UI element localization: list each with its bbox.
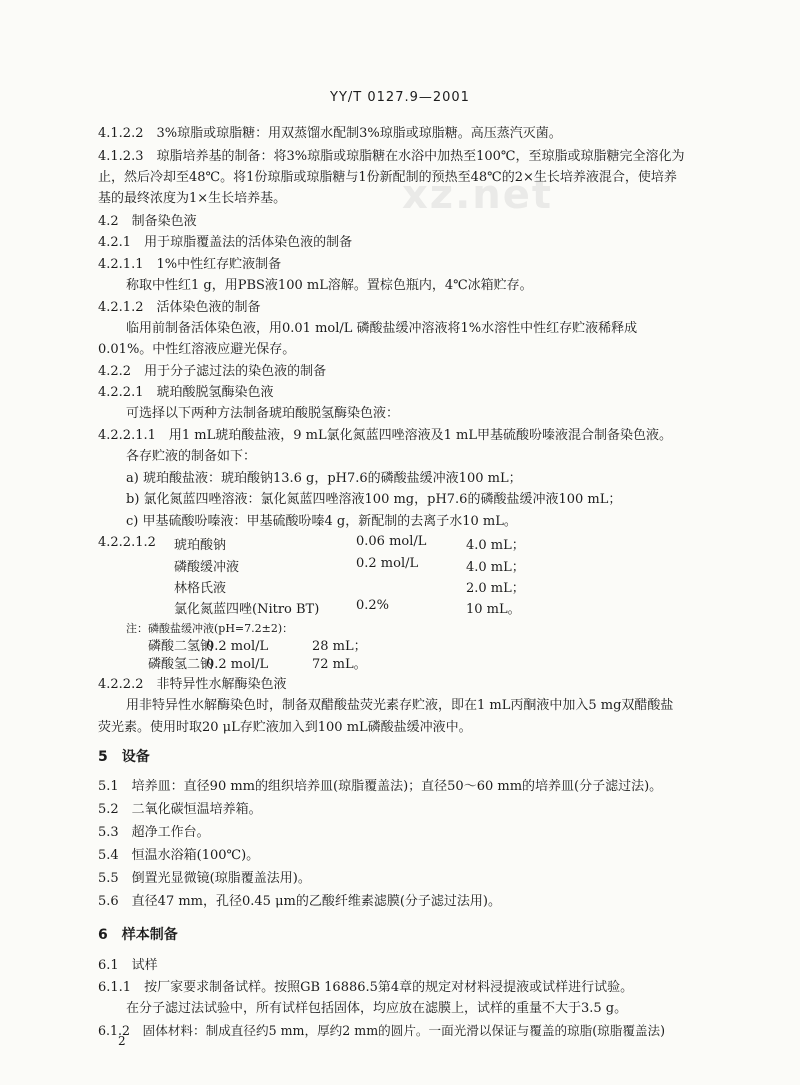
clause-4-1-2-3-cont1: 止，然后冷却至48℃。将1份琼脂或琼脂糖与1份新配制的预热至48℃的2×生长培养液混合，使培养 bbox=[98, 170, 677, 185]
clause-4-2-2-1-text: 可选择以下两种方法制备琥珀酸脱氢酶染色液： bbox=[126, 406, 400, 421]
clause-6-1-1: 6.1.1 按厂家要求制备试样。按照GB 16886.5第4章的规定对材料浸提液或试样进行试验。 bbox=[98, 980, 634, 995]
clause-4-2-2-1-1-intro: 各存贮液的制备如下： bbox=[126, 449, 257, 464]
note-row-conc: 0.2 mol/L bbox=[206, 639, 269, 654]
list-item-c: c) 甲基硫酸吩嗪液：甲基硫酸吩嗪4 g，新配制的去离子水10 mL。 bbox=[126, 514, 517, 529]
table-row-name: 磷酸缓冲液 bbox=[174, 560, 240, 575]
clause-6-1-2: 6.1.2 固体材料：制成直径约5 mm，厚约2 mm的圆片。一面光滑以保证与覆盖的琼脂(琼脂覆盖法) bbox=[98, 1023, 666, 1038]
note-title: 注：磷酸盐缓冲液(pH=7.2±2)： bbox=[126, 622, 294, 635]
clause-4-2-2-1-1: 4.2.2.1.1 用1 mL琥珀酸盐液，9 mL氯化氮蓝四唑溶液及1 mL甲基硫酸吩嗪液混合制备染色液。 bbox=[98, 428, 672, 443]
clause-4-2-1-2-cont: 0.01%。中性红溶液应避光保存。 bbox=[98, 342, 296, 357]
list-item-b: b) 氯化氮蓝四唑溶液：氯化氮蓝四唑溶液100 mg，pH7.6的磷酸盐缓冲液100 mL； bbox=[126, 492, 622, 507]
clause-5-6: 5.6 直径47 mm，孔径0.45 μm的乙酸纤维素滤膜(分子滤过法用)。 bbox=[98, 894, 502, 909]
note-row-vol: 72 mL。 bbox=[312, 657, 367, 672]
clause-6-1-1-cont: 在分子滤过法试验中，所有试样包括固体，均应放在滤膜上，试样的重量不大于3.5 g。 bbox=[126, 1001, 628, 1016]
clause-4-2-2-2-heading: 4.2.2.2 非特异性水解酶染色液 bbox=[98, 677, 287, 692]
table-row-conc: 0.2 mol/L bbox=[356, 556, 419, 571]
page-header: YY/T 0127.9—2001 bbox=[330, 90, 470, 105]
clause-4-2-1-2-text: 临用前制备活体染色液，用0.01 mol/L 磷酸盐缓冲溶液将1%水溶性中性红存贮液稀释成 bbox=[126, 321, 638, 336]
clause-4-2-2-1-heading: 4.2.2.1 琥珀酸脱氢酶染色液 bbox=[98, 385, 274, 400]
clause-4-2-1-1-heading: 4.2.1.1 1%中性红存贮液制备 bbox=[98, 257, 282, 272]
clause-4-1-2-3-cont2: 基的最终浓度为1×生长培养基。 bbox=[98, 191, 287, 206]
table-row-vol: 2.0 mL； bbox=[466, 581, 525, 596]
clause-4-1-2-3: 4.1.2.3 琼脂培养基的制备：将3%琼脂或琼脂糖在水浴中加热至100℃，至琼脂或琼脂糖完全溶化为 bbox=[98, 149, 685, 164]
clause-4-2-heading: 4.2 制备染色液 bbox=[98, 214, 197, 229]
clause-4-2-2-2-text: 用非特异性水解酶染色时，制备双醋酸盐荧光素存贮液，即在1 mL丙酮液中加入5 mg双醋酸盐 bbox=[126, 698, 674, 713]
table-row-conc: 0.2% bbox=[356, 598, 390, 613]
clause-4-2-1-2-heading: 4.2.1.2 活体染色液的制备 bbox=[98, 300, 261, 315]
note-row-vol: 28 mL； bbox=[312, 639, 367, 654]
clause-4-2-2-heading: 4.2.2 用于分子滤过法的染色液的制备 bbox=[98, 364, 327, 379]
clause-4-2-2-2-cont: 荧光素。使用时取20 μL存贮液加入到100 mL磷酸盐缓冲液中。 bbox=[98, 720, 472, 735]
clause-4-2-2-1-2-label: 4.2.2.1.2 bbox=[98, 535, 156, 550]
section-5-title: 5 设备 bbox=[98, 749, 150, 765]
table-row-name: 林格氏液 bbox=[174, 581, 227, 596]
clause-6-1: 6.1 试样 bbox=[98, 958, 158, 973]
table-row-vol: 10 mL。 bbox=[466, 602, 521, 617]
watermark: xz.net bbox=[402, 172, 554, 218]
table-row-conc: 0.06 mol/L bbox=[356, 534, 427, 549]
list-item-a: a) 琥珀酸盐液：琥珀酸钠13.6 g，pH7.6的磷酸盐缓冲液100 mL； bbox=[126, 471, 522, 486]
note-row-conc: 0.2 mol/L bbox=[206, 657, 269, 672]
clause-5-4: 5.4 恒温水浴箱(100℃)。 bbox=[98, 848, 260, 863]
clause-5-2: 5.2 二氧化碳恒温培养箱。 bbox=[98, 802, 262, 817]
clause-5-5: 5.5 倒置光显微镜(琼脂覆盖法用)。 bbox=[98, 871, 311, 886]
table-row-name: 氯化氮蓝四唑(Nitro BT) bbox=[174, 602, 320, 617]
table-row-name: 琥珀酸钠 bbox=[174, 538, 227, 553]
note-row-name: 磷酸二氢钠 bbox=[148, 639, 214, 654]
clause-5-3: 5.3 超净工作台。 bbox=[98, 825, 210, 840]
page-number: 2 bbox=[118, 1034, 126, 1048]
table-row-vol: 4.0 mL； bbox=[466, 560, 525, 575]
clause-4-2-1-1-text: 称取中性红1 g，用PBS液100 mL溶解。置棕色瓶内，4℃冰箱贮存。 bbox=[126, 278, 533, 293]
table-row-vol: 4.0 mL； bbox=[466, 538, 525, 553]
clause-5-1: 5.1 培养皿：直径90 mm的组织培养皿(琼脂覆盖法)；直径50～60 mm的培养皿(分子滤过法)。 bbox=[98, 779, 663, 794]
clause-4-1-2-2: 4.1.2.2 3%琼脂或琼脂糖：用双蒸馏水配制3%琼脂或琼脂糖。高压蒸汽灭菌。 bbox=[98, 126, 562, 141]
clause-4-2-1-heading: 4.2.1 用于琼脂覆盖法的活体染色液的制备 bbox=[98, 235, 353, 250]
note-row-name: 磷酸氢二钠 bbox=[148, 657, 214, 672]
section-6-title: 6 样本制备 bbox=[98, 927, 178, 943]
